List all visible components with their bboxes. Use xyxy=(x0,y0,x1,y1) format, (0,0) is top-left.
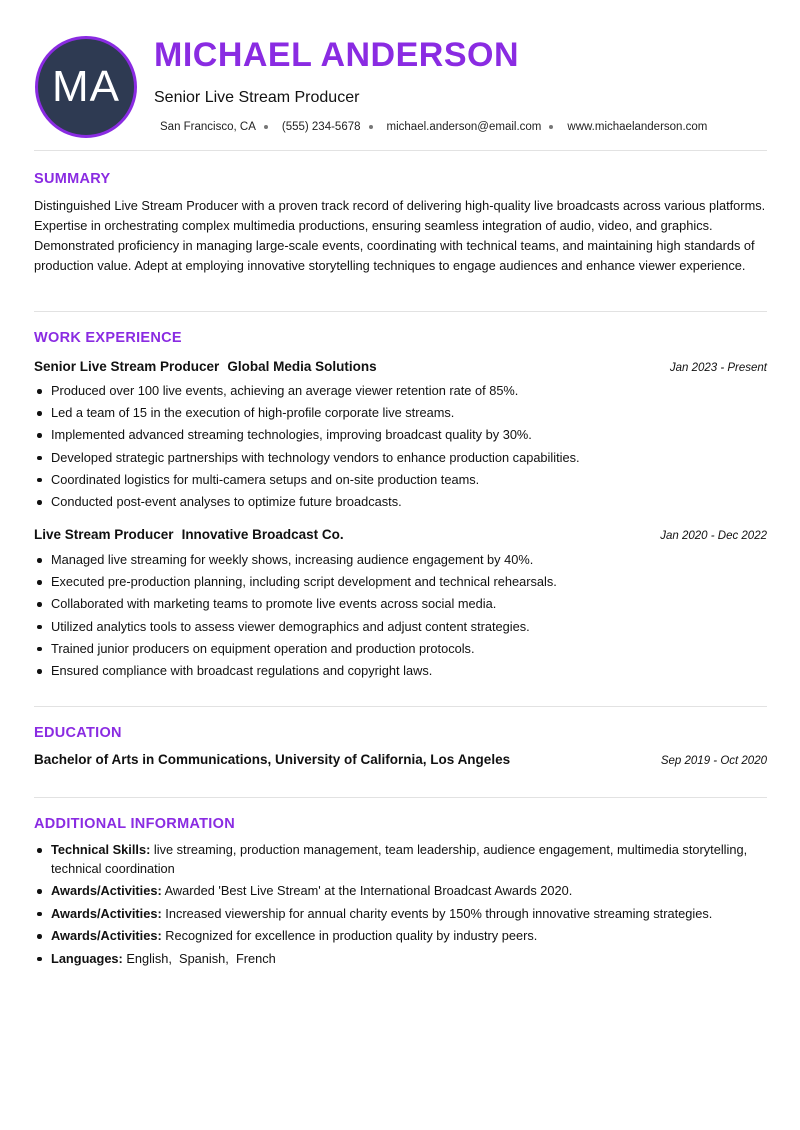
avatar xyxy=(35,36,137,138)
contact-phone: (555) 234-5678 xyxy=(281,121,361,133)
list-item xyxy=(34,927,767,946)
item-text: live streaming, production management, team leadership, audience engagement, multimedia storytelling, technical coordination xyxy=(51,842,748,876)
separator-dot-icon xyxy=(264,125,268,129)
divider xyxy=(34,706,767,707)
list-item: Conducted post-event analyses to optimize future broadcasts. xyxy=(34,491,767,513)
experience-heading: WORK EXPERIENCE xyxy=(34,330,182,346)
job-title: Senior Live Stream Producer xyxy=(154,89,360,106)
list-item: Ensured compliance with broadcast regulations and copyright laws. xyxy=(34,660,767,682)
job-role: Live Stream Producer xyxy=(34,527,174,542)
separator-dot-icon xyxy=(549,125,553,129)
list-item: Collaborated with marketing teams to promote live events across social media. xyxy=(34,593,767,615)
item-text: English, Spanish, French xyxy=(126,950,276,966)
list-item: Coordinated logistics for multi-camera setups and on-site production teams. xyxy=(34,469,767,491)
education-heading: EDUCATION xyxy=(34,725,122,741)
item-label: Technical Skills: xyxy=(51,842,151,857)
job-role: Senior Live Stream Producer xyxy=(34,359,220,374)
job-dates: Jan 2020 - Dec 2022 xyxy=(660,530,767,542)
item-label: Awards/Activities: xyxy=(51,928,162,943)
job-title-company xyxy=(34,527,344,542)
education-entry xyxy=(34,752,767,767)
item-label: Awards/Activities: xyxy=(51,883,162,898)
contact-email[interactable]: michael.anderson@email.com xyxy=(386,121,542,133)
avatar-initials: MA xyxy=(52,62,120,111)
job-bullets xyxy=(34,549,767,682)
item-text: Increased viewership for annual charity events by 150% through innovative streaming strategies. xyxy=(165,905,713,921)
additional-heading: ADDITIONAL INFORMATION xyxy=(34,816,235,832)
divider xyxy=(34,797,767,798)
divider xyxy=(34,311,767,312)
item-label: Awards/Activities: xyxy=(51,905,162,921)
item-label: Languages: xyxy=(51,950,123,966)
job-dates: Jan 2023 - Present xyxy=(669,362,767,374)
list-item: Implemented advanced streaming technologies, improving broadcast quality by 30%. xyxy=(34,424,767,446)
job-company: Innovative Broadcast Co. xyxy=(181,527,344,542)
list-item: Executed pre-production planning, including script development and technical rehearsals. xyxy=(34,571,767,593)
job-company: Global Media Solutions xyxy=(227,359,377,374)
education-degree: Bachelor of Arts in Communications, University of California, Los Angeles xyxy=(34,752,511,767)
job-header xyxy=(34,527,767,542)
divider xyxy=(34,150,767,151)
list-item xyxy=(34,882,767,901)
job-bullets xyxy=(34,380,767,513)
list-item: Led a team of 15 in the execution of high-profile corporate live streams. xyxy=(34,402,767,424)
contact-location: San Francisco, CA xyxy=(160,121,256,133)
summary-heading: SUMMARY xyxy=(34,171,111,187)
candidate-name: MICHAEL ANDERSON xyxy=(154,36,520,74)
item-text: Recognized for excellence in production quality by industry peers. xyxy=(165,928,538,943)
job-title-company xyxy=(34,359,377,374)
list-item: Developed strategic partnerships with technology vendors to enhance production capabilities. xyxy=(34,447,767,469)
item-text: Awarded 'Best Live Stream' at the International Broadcast Awards 2020. xyxy=(164,883,573,898)
education-dates: Sep 2019 - Oct 2020 xyxy=(660,755,767,767)
list-item xyxy=(34,905,767,924)
contact-website[interactable]: www.michaelanderson.com xyxy=(567,121,708,133)
summary-text: Distinguished Live Stream Producer with a proven track record of delivering high-quality live broadcasts across various platforms. Expertise in orchestrating complex multimedia productions, ensuring seamless integration of audio, video, and graphics. Demonstrated proficiency in managing large-scale events, coordinating with technical teams, and maintaining high standards of production value. Adept at employing innovative storytelling techniques to engage audiences and enhance viewer experience. xyxy=(34,198,766,273)
list-item: Utilized analytics tools to assess viewer demographics and adjust content strategies. xyxy=(34,616,767,638)
list-item xyxy=(34,841,767,878)
list-item xyxy=(34,950,767,969)
list-item: Produced over 100 live events, achieving an average viewer retention rate of 85%. xyxy=(34,380,767,402)
list-item: Trained junior producers on equipment operation and production protocols. xyxy=(34,638,767,660)
separator-dot-icon xyxy=(369,125,373,129)
list-item: Managed live streaming for weekly shows, increasing audience engagement by 40%. xyxy=(34,549,767,571)
contact-bar xyxy=(160,121,707,133)
additional-list xyxy=(34,841,767,972)
job-header xyxy=(34,359,767,374)
